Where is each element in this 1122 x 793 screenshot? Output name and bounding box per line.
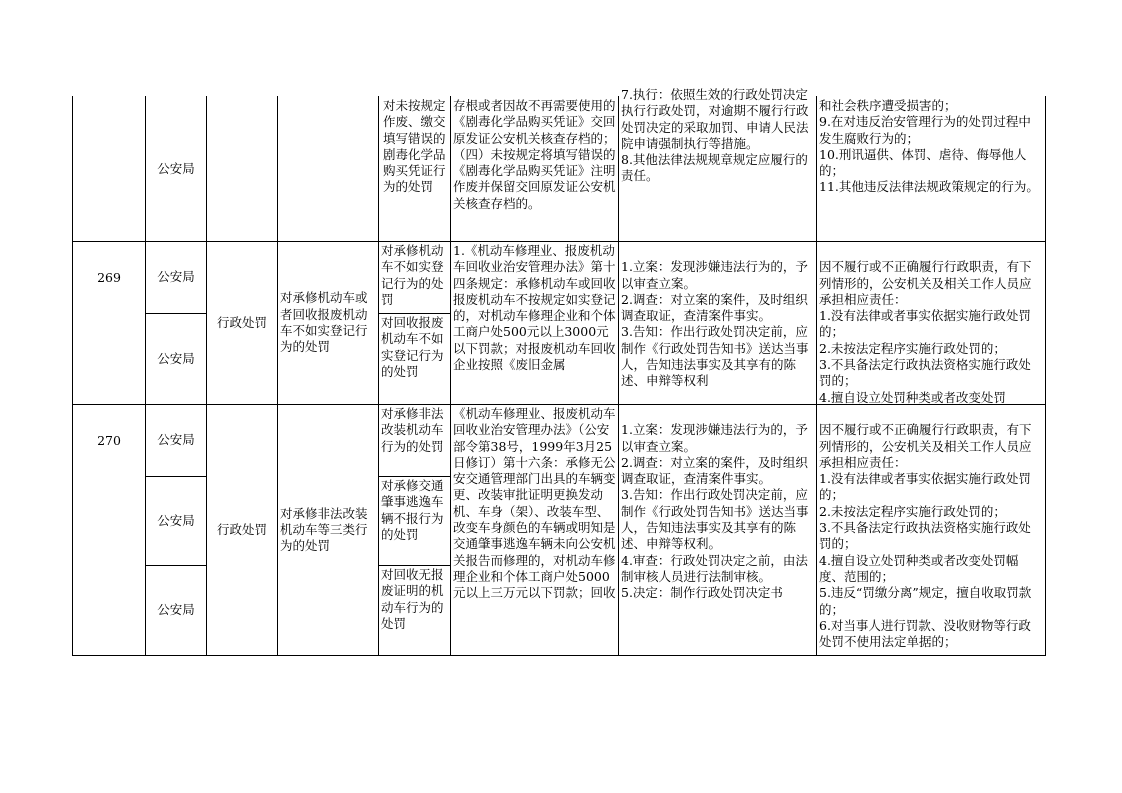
row269-procedure: 1.立案：发现涉嫌违法行为的，予以审查立案。 2.调查：对立案的案件，及时组织调查取证，查清案件事实。 3.告知：作出行政处罚决定前，应制作《行政处罚告知书》送达当事人，告知违法事实及其享有的陈述、申辩等权利 [621, 259, 809, 389]
row270-liability: 因不履行或不正确履行行政职责，有下列情形的，公安机关及相关工作人员应承担相应责任： 1.没有法律或者事实依据实施行政处罚的； 2.未按法定程序实施行政处罚的； 3.不具备法定行政执法资格实施行政处罚的； 4.擅自设立处罚种类或者改变处罚幅度、范围的； 5.违反“罚缴分离”规定，擅自收取罚款的； 6.对当事人进行罚款、没收财物等行政处罚不使用法定单据的； [819, 422, 1032, 650]
row269-dept-b: 公安局 [157, 350, 195, 366]
row269-dept-b-cell [146, 314, 206, 404]
row270-procedure: 1.立案：发现涉嫌违法行为的，予以审查立案。 2.调查：对立案的案件，及时组织调查取证，查清案件事实。 3.告知：作出行政处罚决定前，应制作《行政处罚告知书》送达当事人，告知违法事实及其享有的陈述、申辩等权利。 4.审查：行政处罚决定之前，由法制审核人员进行法制审核。 5.决定：制作行政处罚决定书 [621, 422, 809, 601]
row269-no-cell [73, 242, 145, 314]
top-dept-cell [146, 97, 206, 241]
top-liability-cell [817, 97, 1045, 241]
row269-sub-b: 对回收报废机动车不如实登记行为的处罚 [381, 315, 444, 379]
table-border-left [72, 96, 73, 656]
row269-category-cell [207, 242, 277, 404]
row269-procedure-cell [619, 242, 816, 404]
row269-dept-a-cell [146, 242, 206, 313]
row269-sub-a: 对承修机动车不如实登记行为的处罚 [381, 243, 444, 307]
row270-liability-cell [817, 405, 1045, 655]
row270-sub-c-cell [379, 566, 450, 655]
row270-dept-a: 公安局 [157, 432, 195, 448]
row269-dept-a: 公安局 [157, 269, 195, 285]
row269-liability-cell [817, 242, 1045, 404]
row270-category-cell [207, 405, 277, 655]
row270-category: 行政处罚 [216, 521, 267, 537]
row269-name: 对承修机动车或者回收报废机动车不如实登记行为的处罚 [280, 290, 368, 355]
top-item: 对未按规定作废、缴交填写错误的剧毒化学品购买凭证行为的处罚 [383, 98, 446, 195]
top-procedure: 7.执行：依照生效的行政处罚决定执行行政处罚，对逾期不履行行政处罚决定的采取加罚、申请人民法院申请强制执行等措施。 8.其他法律法规规章规定应履行的责任。 [621, 87, 809, 184]
row270-dept-a-cell [146, 405, 206, 476]
row270-name: 对承修非法改装机动车等三类行为的处罚 [280, 505, 368, 554]
row269-sub-b-cell [379, 314, 450, 404]
row269-sub-a-cell [379, 242, 450, 313]
row270-procedure-cell [619, 405, 816, 655]
top-dept: 公安局 [157, 160, 195, 176]
row270-basis: 《机动车修理业、报废机动车回收业治安管理办法》（公安部令第38号，1999年3月25日修订）第十六条：承修无公安交通管理部门出具的车辆变更、改装审批证明更换发动机、车身（架）、改装车型、改变车身颜色的车辆或明知是交通肇事逃逸车辆未向公安机关报告而修理的，对机动车修理企业和个体工商户处5000元以上三万元以下罚款；回收 [453, 406, 616, 601]
row270-dept-c-cell [146, 566, 206, 655]
row269-basis-cell [451, 242, 618, 404]
row270-sub-c: 对回收无报废证明的机动车行为的处罚 [381, 567, 444, 631]
row269-category: 行政处罚 [216, 314, 267, 330]
row270-dept-c: 公安局 [157, 602, 195, 618]
top-liability: 和社会秩序遭受损害的； 9.在对违反治安管理行为的处罚过程中发生腐败行为的； 10.刑讯逼供、体罚、虐待、侮辱他人的； 11.其他违反法律法规政策规定的行为。 [819, 98, 1039, 195]
row270-dept-b: 公安局 [157, 512, 195, 528]
row270-dept-b-cell [146, 477, 206, 565]
top-item-cell [379, 97, 450, 241]
top-basis-cell [451, 97, 618, 241]
row270-no: 270 [97, 432, 121, 448]
row269-liability: 因不履行或不正确履行行政职责，有下列情形的，公安机关及相关工作人员应承担相应责任： 1.没有法律或者事实依据实施行政处罚的； 2.未按法定程序实施行政处罚的； 3.不具备法定行政执法资格实施行政处罚的； 4.擅自设立处罚种类或者改变处罚 [819, 259, 1032, 405]
table-border-right [1045, 96, 1046, 656]
row270-sub-b-cell [379, 477, 450, 565]
row269-no: 269 [97, 269, 121, 285]
table-border-bottom [72, 655, 1046, 656]
row270-no-cell [73, 405, 145, 477]
row270-sub-b: 对承修交通肇事逃逸车辆不报行为的处罚 [381, 478, 444, 542]
top-basis: 存根或者因故不再需要使用的《剧毒化学品购买凭证》交回原发证公安机关核查存档的；（四）未按规定将填写错误的《剧毒化学品购买凭证》注明作废并保留交回原发证公安机关核查存档的。 [453, 98, 616, 211]
row269-name-cell [278, 242, 378, 404]
row270-sub-a-cell [379, 405, 450, 476]
row270-sub-a: 对承修非法改装机动车行为的处罚 [381, 406, 444, 454]
row270-basis-cell [451, 405, 618, 655]
top-procedure-cell [619, 87, 816, 241]
row270-name-cell [278, 405, 378, 655]
row269-basis: 1.《机动车修理业、报废机动车回收业治安管理办法》第十四条规定：承修机动车或回收报废机动车不按规定如实登记的，对机动车修理企业和个体工商户处500元以上3000元以下罚款；对报废机动车回收企业按照《废旧金属 [453, 243, 616, 373]
